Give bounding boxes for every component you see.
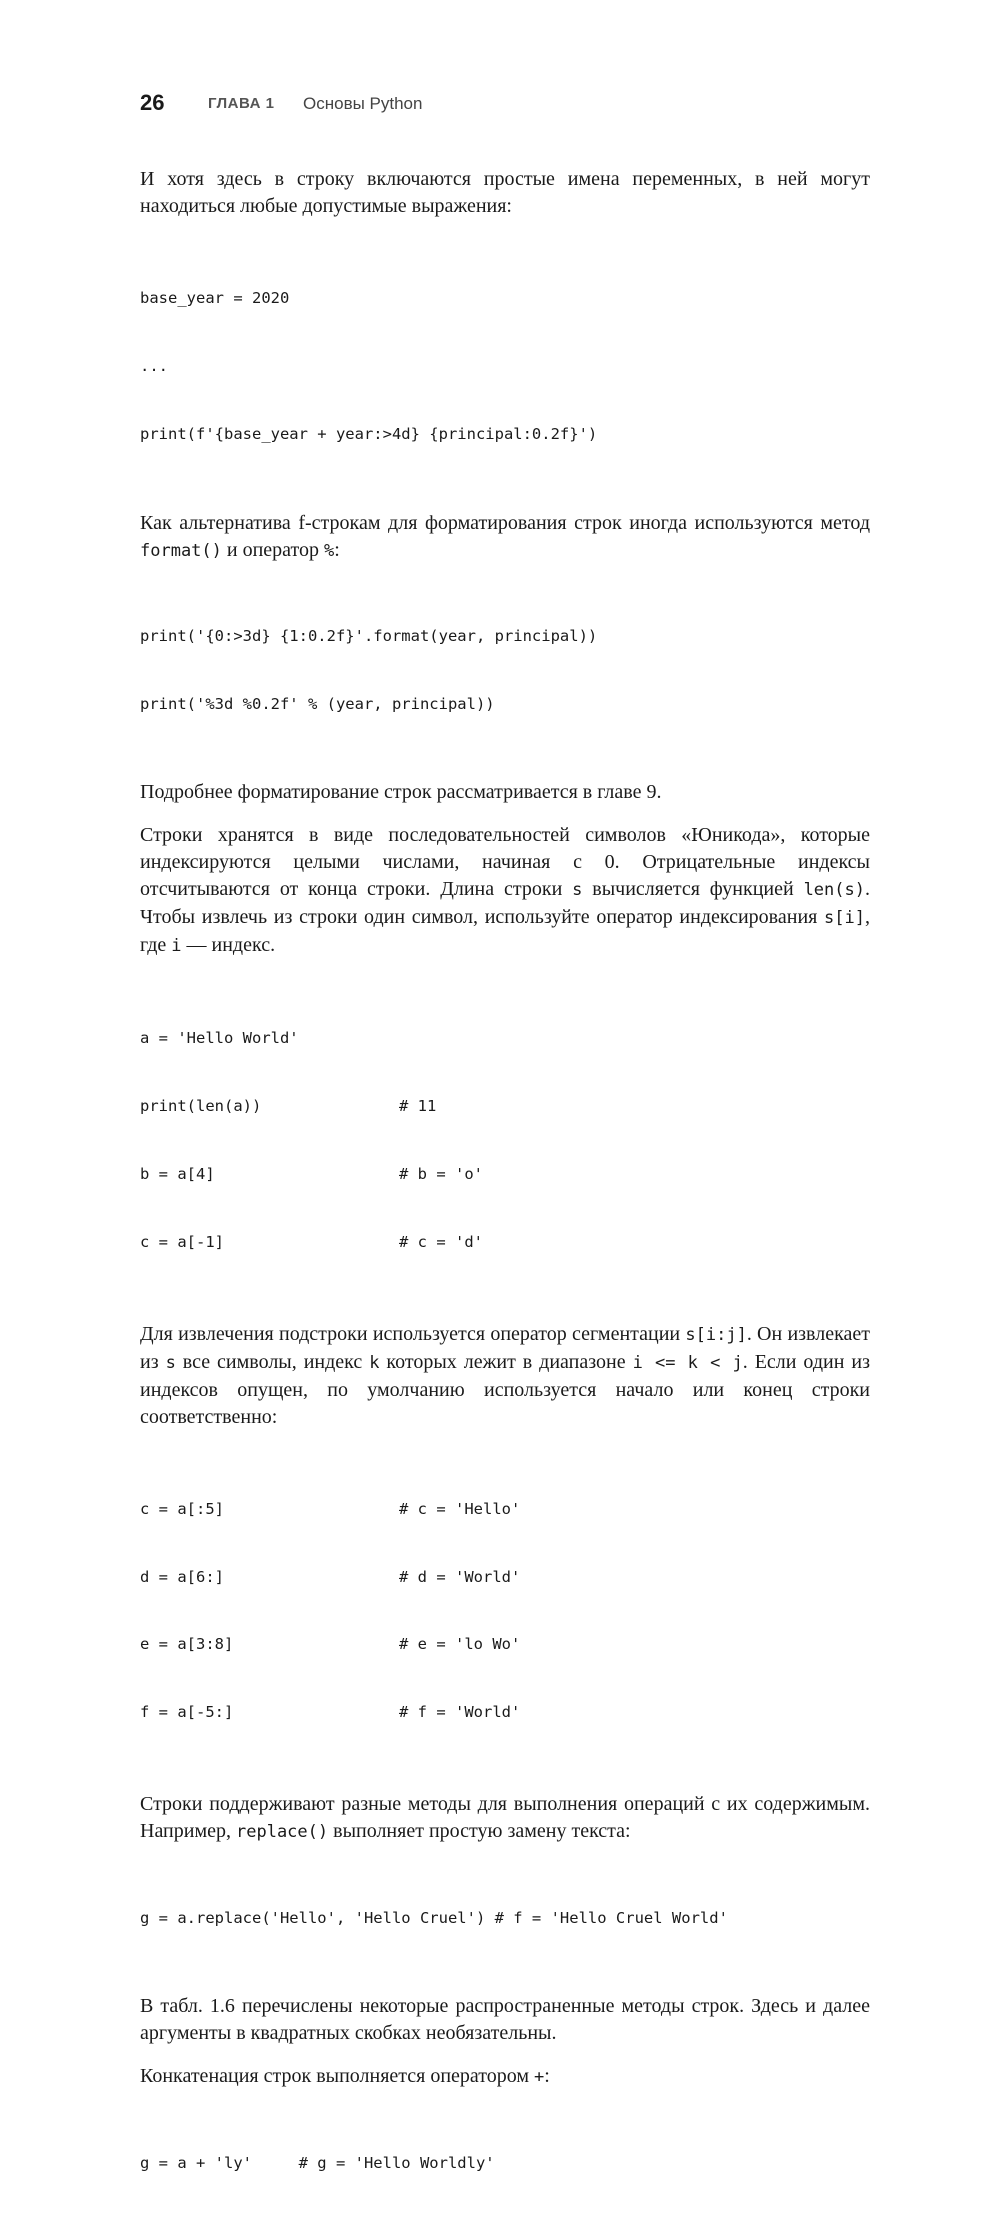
inline-code: format() bbox=[140, 540, 222, 561]
inline-code: i <= k < j bbox=[632, 1352, 743, 1373]
running-header bbox=[140, 90, 870, 120]
code-line: print(len(a)) # 11 bbox=[140, 1097, 437, 1116]
chapter-label: ГЛАВА 1 bbox=[208, 95, 275, 112]
code-line: b = a[4] # b = 'o' bbox=[140, 1165, 483, 1184]
code-block-slicing bbox=[140, 1453, 870, 1769]
page-body bbox=[140, 166, 870, 2220]
code-block-indexing bbox=[140, 982, 870, 1298]
code-line: g = a.replace('Hello', 'Hello Cruel') # f = 'Hello Cruel World' bbox=[140, 1909, 728, 1928]
paragraph-string-methods: Строки поддерживают разные методы для выполнения операций с их содержимым. Например, replace() выполняет простую замену текста: bbox=[140, 1792, 870, 1842]
code-line: base_year = 2020 bbox=[140, 289, 290, 308]
paragraph-format-alternatives: Как альтернатива f-строкам для форматирования строк иногда используются метод format() и оператор %: bbox=[140, 511, 870, 561]
code-line: print('%3d %0.2f' % (year, principal)) bbox=[140, 694, 495, 713]
inline-code: % bbox=[324, 540, 335, 561]
paragraph-expressions: И хотя здесь в строку включаются простые имена переменных, в ней могут находиться любые допустимые выражения: bbox=[140, 168, 870, 217]
code-line: f = a[-5:] # f = 'World' bbox=[140, 1703, 521, 1722]
paragraph-table-ref: В табл. 1.6 перечислены некоторые распространенные методы строк. Здесь и далее аргументы в квадратных скобках необязательны. bbox=[140, 1994, 870, 2044]
paragraph-slicing: Для извлечения подстроки используется оператор сегментации s[i:j]. Он извлекает из s все символы, индекс k которых лежит в диапазоне i <= k < j. Если один из индексов опущен, по умолчанию используется начало или конец строки соответственно: bbox=[140, 1322, 870, 1428]
code-line: print('{0:>3d} {1:0.2f}'.format(year, principal)) bbox=[140, 626, 598, 645]
paragraph-strings-indexing: Строки хранятся в виде последовательностей символов «Юникода», которые индексируются целыми числами, начиная с 0. Отрицательные индексы отсчитываются от конца строки. Длина строки s вычисляется функцией len(s). Чтобы извлечь из строки один символ, используйте оператор индексирования s[i], где i — индекс. bbox=[140, 824, 870, 957]
code-line: e = a[3:8] # e = 'lo Wo' bbox=[140, 1635, 521, 1654]
code-line: g = a + 'ly' # g = 'Hello Worldly' bbox=[140, 2154, 495, 2173]
chapter-title: Основы Python bbox=[303, 94, 423, 113]
inline-code: replace() bbox=[236, 1821, 329, 1842]
paragraph-chapter-9-ref: Подробнее форматирование строк рассматривается в главе 9. bbox=[140, 781, 662, 804]
code-block-replace bbox=[140, 1862, 870, 1975]
code-line: c = a[-1] # c = 'd' bbox=[140, 1232, 483, 1251]
inline-code: s[i:j] bbox=[685, 1324, 747, 1345]
code-line: d = a[6:] # d = 'World' bbox=[140, 1567, 521, 1586]
code-line: print(f'{base_year + year:>4d} {principal:0.2f}') bbox=[140, 424, 598, 443]
inline-code: s[i] bbox=[824, 908, 865, 929]
code-block-fstring bbox=[140, 242, 870, 491]
inline-code: s bbox=[165, 1352, 176, 1373]
code-block-concat bbox=[140, 2107, 870, 2220]
inline-code: + bbox=[534, 2066, 545, 2087]
inline-code: k bbox=[369, 1352, 380, 1373]
code-line: ... bbox=[140, 356, 168, 375]
paragraph-concatenation: Конкатенация строк выполняется оператором +: bbox=[140, 2064, 550, 2087]
code-block-format bbox=[140, 580, 870, 761]
inline-code: len(s) bbox=[803, 880, 865, 901]
inline-code: i bbox=[171, 936, 182, 957]
inline-code: s bbox=[572, 880, 583, 901]
code-line: a = 'Hello World' bbox=[140, 1029, 299, 1048]
code-line: c = a[:5] # c = 'Hello' bbox=[140, 1499, 521, 1518]
page-number: 26 bbox=[140, 90, 165, 115]
